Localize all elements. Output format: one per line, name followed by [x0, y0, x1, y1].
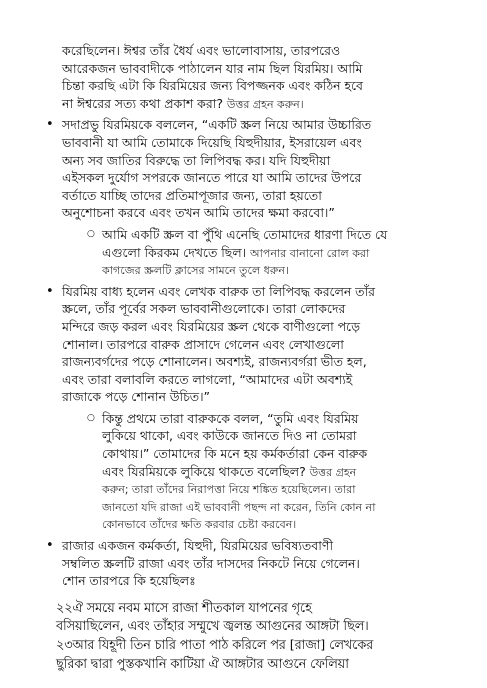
text-line: • সদাপ্রভু যিরমিয়কে বললেন, “একটি স্ক্রল নিয়ে আমার উচ্চারিত	[62, 117, 372, 133]
text-line: করেছিলেন। ঈশ্বর তাঁর ধৈর্য এবং ভালোবাসায়, তারপরেও	[62, 43, 341, 58]
text-line: এবং তারা বলাবলি করতে লাগলো, “আমাদের এটা অবশ্যই	[62, 371, 353, 387]
text-line: কোথায়।” তোমাদের কি মনে হয় কর্মকর্তারা কেন বারুক	[102, 446, 368, 462]
sub-bullet-item	[102, 410, 461, 534]
answer-line: কাগজের স্ক্রলটি ক্লাসের সামনে তুলে ধরুন।	[102, 264, 289, 278]
intro-paragraph	[62, 42, 461, 113]
text-line: • যিরমিয় বাধ্য হলেন এবং লেখক বারুক তা লিপিবদ্ধ করলেন তাঁর	[62, 283, 376, 299]
text-line: বর্তাতে যাচ্ছি তাদের প্রতিমাপূজার জন্য, তারা হয়তো	[62, 187, 322, 203]
text-line: রাজন্যবর্গদের পড়ে শোনালেন। অবশ্যই, রাজন্যবর্গরা ভীত হল,	[62, 354, 367, 370]
text-line: ছুরিকা দ্বারা পুস্তকখানি কাটিয়া ঐ আঙ্গটার আগুনে ফেলিয়া	[56, 656, 349, 672]
text-line: শোন তারপরে কি হয়েছিলঃ	[62, 573, 196, 589]
text-line	[62, 95, 461, 114]
text-line: ভাববানী যা আমি তোমাকে দিয়েছি যিহুদীয়ার, ইসরায়েল এবং	[62, 134, 362, 150]
text-line	[102, 463, 461, 482]
answer-prompt: আপনার বানানো রোল করা	[249, 246, 370, 260]
bullet-item	[62, 116, 461, 279]
text-line: এইসকল দুর্যোগ সপরকে জানতে পারে যা আমি তাদের উপরে	[62, 170, 362, 186]
text-line: ○ আমি একটি স্ক্রল বা পুঁথি এনেছি তোমাদের ধারণা দিতে যে	[102, 226, 388, 242]
text-line: আরেকজন ভাববাদীকে পাঠালেন যার নাম ছিল যিরমিয়। আমি	[62, 60, 363, 76]
text-line: ○ কিন্তু প্রথমে তারা বারুককে বলল, “তুমি এবং যিরমিয়	[102, 410, 359, 426]
answer-line: করুন; তারা তাঁদের নিরাপত্তা নিয়ে শঙ্কিত হয়েছিলেন। তারা	[102, 483, 356, 497]
bullet-item	[62, 283, 461, 534]
text-line: সম্বলিত স্ক্রলটি রাজা এবং তাঁর দাসদের নিকটে নিয়ে গেলেন।	[62, 555, 360, 571]
text-line: ২৩আর যিহূদী তিন চারি পাতা পাঠ করিলে পর [রাজা] লেখকের	[56, 638, 374, 653]
text-line: অনুশোচনা করবে এবং তখন আমি তাদের ক্ষমা করবো।”	[62, 205, 335, 221]
text-line: • রাজার একজন কর্মকর্তা, যিহুদী, যিরমিয়ের ভবিষ্যতবাণী	[62, 538, 333, 554]
answer-line: কোনভাবে তাঁদের ক্ষতি করবার চেষ্টা করবেন।	[102, 518, 297, 532]
text-line: মন্দিরে জড় করল এবং যিরমিয়ের স্ক্রল থেকে বাণীগুলো পড়ে	[62, 318, 361, 334]
text-span: এবং যিরমিয়কে লুকিয়ে থাকতে বলেছিল?	[102, 463, 306, 479]
text-line	[102, 244, 461, 263]
answer-prompt: উত্তর গ্রহন করুন।	[226, 97, 304, 111]
text-line: অন্য সব জাতির বিরুদ্ধে তা লিপিবদ্ধ কর। যদি যিহুদীয়া	[62, 152, 331, 168]
bullet-item	[62, 537, 461, 590]
answer-line: জানতো যদি রাজা এই ভাববানী পছন্দ না করেন, তিনি কোন না	[102, 500, 376, 514]
scripture-paragraph	[56, 600, 461, 674]
answer-prompt: উত্তর গ্রহন	[309, 465, 357, 479]
text-line: লুকিয়ে থাকো, এবং কাউকে জানতে দিও না তোমরা	[102, 428, 357, 444]
text-line: বসিয়াছিলেন, এবং তাঁহার সম্মুখে জ্বলন্ত আগুনের আঙ্গটা ছিল।	[56, 619, 369, 635]
text-line: স্ক্রলে, তাঁর পূর্বের সকল ভাববানীগুলোকে। তারা লোকদের	[62, 301, 346, 317]
text-line: রাজাকে পড়ে শোনান উচিত।”	[62, 389, 210, 405]
text-line: ২২ঐ সময়ে নবম মাসে রাজা শীতকাল যাপনের গৃহে	[56, 600, 312, 616]
sub-bullet-item	[102, 226, 461, 280]
text-line: চিন্তা করছি এটা কি যিরমিয়ের জন্য বিপজ্জনক এবং কঠিন হবে	[62, 78, 363, 94]
text-line: শোনাল। তারপরে বারুক প্রাসাদে গেলেন এবং লেখাগুলো	[62, 336, 344, 352]
text-span: এগুলো কিরকম দেখতে ছিল।	[102, 244, 247, 260]
text-span: না ঈশ্বরের সত্য কথা প্রকাশ করা?	[62, 95, 223, 111]
